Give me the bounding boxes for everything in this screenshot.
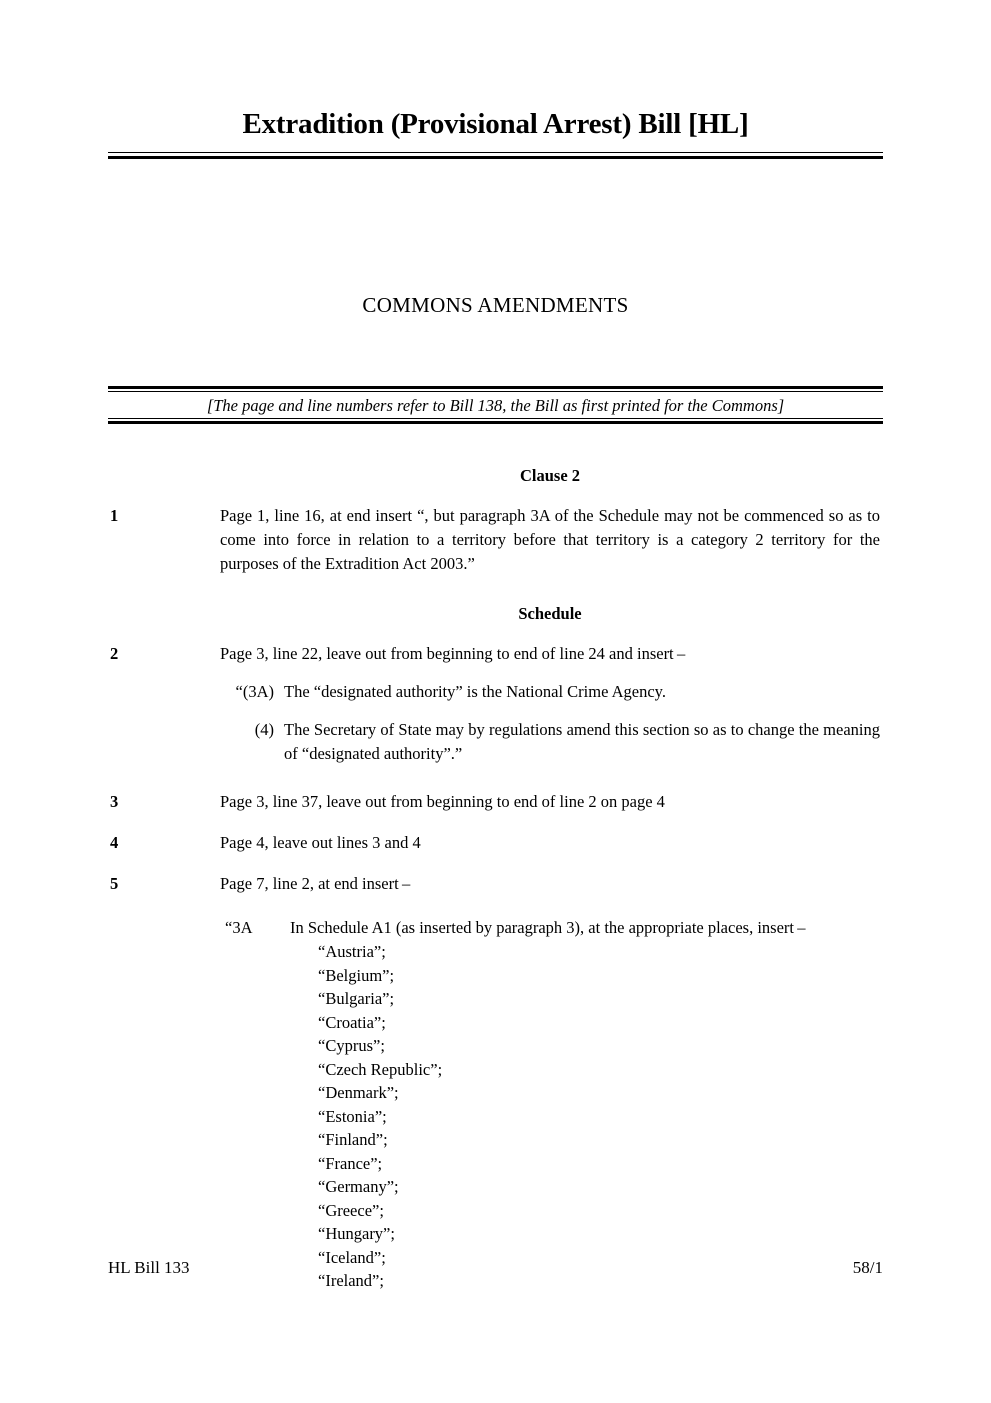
amendment-item <box>0 790 991 814</box>
amendment-text: Page 4, leave out lines 3 and 4 <box>220 833 421 852</box>
amendment-number: 3 <box>110 792 119 811</box>
list-item: “Bulgaria”; <box>318 989 395 1008</box>
list-item: “Greece”; <box>318 1200 384 1220</box>
cross-heading-schedule: Schedule <box>518 604 582 623</box>
amendment-item <box>0 504 991 576</box>
list-item: “Czech Republic”; <box>318 1059 443 1079</box>
list-item: “Ireland”; <box>318 1271 384 1290</box>
rule-thick-lower <box>108 421 883 424</box>
subparagraph-number: “(3A) <box>235 682 274 701</box>
page-title: Extradition (Provisional Arrest) Bill [HL] <box>242 108 749 140</box>
note-divider-rule-top <box>108 386 883 392</box>
footer-bill-number: HL Bill 133 <box>108 1258 190 1277</box>
amendment-number: 1 <box>110 506 119 525</box>
list-item: “Estonia”; <box>318 1106 387 1126</box>
amendment-text: Page 7, line 2, at end insert – <box>220 874 411 893</box>
amendment-number: 4 <box>110 833 119 852</box>
amendment-item <box>0 642 991 666</box>
inserted-paragraph-text: In Schedule A1 (as inserted by paragraph 3), at the appropriate places, insert – <box>290 918 806 937</box>
subparagraph-text: The “designated authority” is the National Crime Agency. <box>284 682 666 701</box>
bill-reference-note: [The page and line numbers refer to Bill 138, the Bill as first printed for the Commons] <box>206 396 785 415</box>
list-item: “Hungary”; <box>318 1224 395 1243</box>
subparagraph-item <box>220 718 880 766</box>
subparagraph-text: The Secretary of State may by regulations amend this section so as to change the meaning of “designated authority”.” <box>284 720 880 763</box>
list-item: “Belgium”; <box>318 965 395 985</box>
subparagraph-item <box>220 680 880 704</box>
list-item: “Croatia”; <box>318 1012 386 1032</box>
inserted-paragraph <box>220 916 880 1293</box>
list-item: “Denmark”; <box>318 1083 399 1102</box>
commons-amendments-heading: COMMONS AMENDMENTS <box>362 293 629 317</box>
rule-thick-lower <box>108 156 883 159</box>
amendments-body <box>0 466 991 1293</box>
inserted-paragraph-number: “3A <box>225 918 253 937</box>
list-item: “Cyprus”; <box>318 1036 385 1055</box>
footer-page-reference: 58/1 <box>852 1258 883 1277</box>
list-item: “Finland”; <box>318 1130 388 1149</box>
list-item: “Austria”; <box>318 942 386 961</box>
country-list <box>318 940 880 1293</box>
cross-heading-clause-2: Clause 2 <box>519 466 581 485</box>
amendment-item <box>0 831 991 855</box>
amendment-text: Page 3, line 37, leave out from beginning to end of line 2 on page 4 <box>220 792 665 811</box>
list-item: “France”; <box>318 1153 383 1173</box>
subparagraph-number: (4) <box>254 720 274 739</box>
rule-thin-lower <box>108 391 883 392</box>
amendment-text: Page 3, line 22, leave out from beginning to end of line 24 and insert – <box>220 644 686 663</box>
amendment-item <box>0 872 991 896</box>
list-item: “Germany”; <box>318 1177 399 1196</box>
note-divider-rule-bottom <box>108 418 883 424</box>
title-divider-rule <box>108 152 883 159</box>
list-item: “Iceland”; <box>318 1247 386 1267</box>
amendment-text: Page 1, line 16, at end insert “, but paragraph 3A of the Schedule may not be commenced so as to come into force in relation to a territory before that territory is a category 2 territory for the purposes of the Extradition Act 2003.” <box>220 506 880 573</box>
amendment-number: 2 <box>110 644 119 663</box>
amendment-number: 5 <box>110 874 119 893</box>
page-footer <box>108 1258 883 1278</box>
